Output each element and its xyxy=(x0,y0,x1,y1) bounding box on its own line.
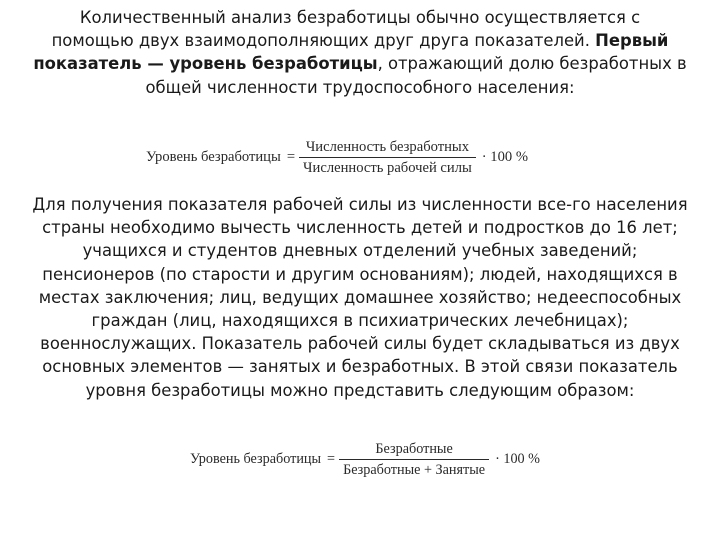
intro-line-2-bold: Первый xyxy=(595,31,669,51)
formula2-multiplier: · 100 % xyxy=(495,451,540,467)
intro-paragraph xyxy=(0,6,720,99)
intro-line-3-bold: показатель — уровень безработицы xyxy=(33,54,378,74)
body-line: пенсионеров (по старости и другим основаниям); людей, находящихся в xyxy=(42,264,678,284)
formula1-multiplier: · 100 % xyxy=(481,149,529,165)
body-line: страны необходимо вычесть численность детей и подростков до 16 лет; xyxy=(42,218,678,238)
body-line: основных элементов — занятых и безработных. В этой связи показатель xyxy=(42,357,678,377)
formula2-fraction xyxy=(339,441,489,478)
formula2-label: Уровень безработицы xyxy=(190,451,322,467)
body-line: учащихся и студентов дневных отделений учебных заведений; xyxy=(82,241,638,261)
intro-line-2-text: помощью двух взаимодополняющих друг друга показателей. xyxy=(51,31,596,51)
formula1-equals: = xyxy=(286,149,296,165)
unemployment-rate-formula-2 xyxy=(190,441,540,478)
body-line: граждан (лиц, находящихся в психиатрических лечебницах); xyxy=(91,311,629,331)
intro-line-2 xyxy=(0,29,720,52)
intro-line-4: общей численности трудоспособного населения: xyxy=(145,77,575,97)
intro-line-3 xyxy=(0,52,720,75)
formula2-denominator: Безработные + Занятые xyxy=(343,462,486,478)
formula2-numerator: Безработные xyxy=(375,441,453,457)
intro-line-3-text: , отражающий долю безработных в xyxy=(377,54,687,74)
unemployment-rate-formula-1 xyxy=(146,139,528,176)
intro-line-1: Количественный анализ безработицы обычно осуществляется с xyxy=(79,8,641,27)
formula2-equals: = xyxy=(327,451,336,467)
formula1-denominator: Численность рабочей силы xyxy=(303,160,472,176)
formula1-label: Уровень безработицы xyxy=(146,149,281,165)
formula1-numerator: Численность безработных xyxy=(305,139,470,155)
body-paragraph xyxy=(0,193,720,402)
formula1-fraction xyxy=(299,139,476,176)
body-line: Для получения показателя рабочей силы из численности все-го населения xyxy=(32,195,688,214)
body-line: уровня безработицы можно представить следующим образом: xyxy=(85,380,635,400)
body-line: военнослужащих. Показатель рабочей силы будет складываться из двух xyxy=(40,334,680,354)
body-line: местах заключения; лиц, ведущих домашнее хозяйство; недееспособных xyxy=(38,287,682,307)
